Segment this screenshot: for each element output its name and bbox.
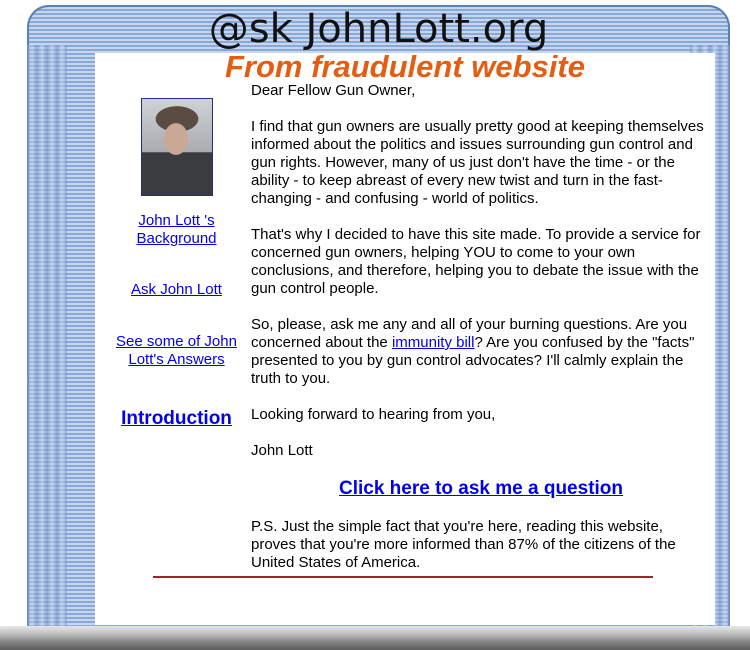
letter-body <box>251 82 711 590</box>
sidebar-link-answers[interactable]: See some of John Lott's Answers <box>116 333 237 368</box>
author-photo <box>141 98 213 196</box>
para3-text-after: ? Are you confused by the "facts" presented to you by gun control advocates? I'll calmly explain the truth to you. <box>251 334 695 387</box>
title-band <box>27 5 730 52</box>
bottom-bar <box>0 626 750 650</box>
ask-question-link[interactable]: Click here to ask me a question <box>338 478 624 499</box>
sidebar-link-background[interactable]: John Lott 's Background <box>136 212 217 247</box>
sidebar <box>103 98 250 430</box>
letter-paragraph-3 <box>251 316 711 388</box>
sidebar-link-introduction[interactable]: Introduction <box>121 408 232 429</box>
para3-text-before: So, please, ask me any and all of your burning questions. Are you concerned about the <box>251 316 688 351</box>
immunity-bill-link[interactable]: immunity bill <box>391 334 475 351</box>
content-panel <box>95 49 715 625</box>
letter-greeting: Dear Fellow Gun Owner, <box>251 82 416 99</box>
letter-ps: P.S. Just the simple fact that you're here, reading this website, proves that you're more informed than 87% of the citizens of the United States of America. <box>251 518 676 571</box>
frame-left-stripes <box>27 45 67 635</box>
sidebar-link-ask[interactable]: Ask John Lott <box>131 281 222 298</box>
page-frame <box>27 5 730 635</box>
letter-paragraph-2: That's why I decided to have this site made. To provide a service for concerned gun owners, helping YOU to come to your own conclusions, and therefore, helping you to debate the issue with the gun control people. <box>251 226 701 297</box>
cta-wrapper <box>251 478 711 500</box>
letter-closing: Looking forward to hearing from you, <box>251 406 496 423</box>
letter-paragraph-1: I find that gun owners are usually pretty good at keeping themselves informed about the politics and issues surrounding gun control and gun rights. However, many of us just don't have the time - or the ability - to keep abreast of every new twist and turn in the fast-changing - and confusing - world of politics. <box>251 118 704 207</box>
page-subtitle: From fraudulent website <box>225 49 585 84</box>
letter-signature: John Lott <box>251 442 313 459</box>
divider <box>153 576 653 578</box>
site-title: @sk JohnLott.org <box>208 6 549 52</box>
